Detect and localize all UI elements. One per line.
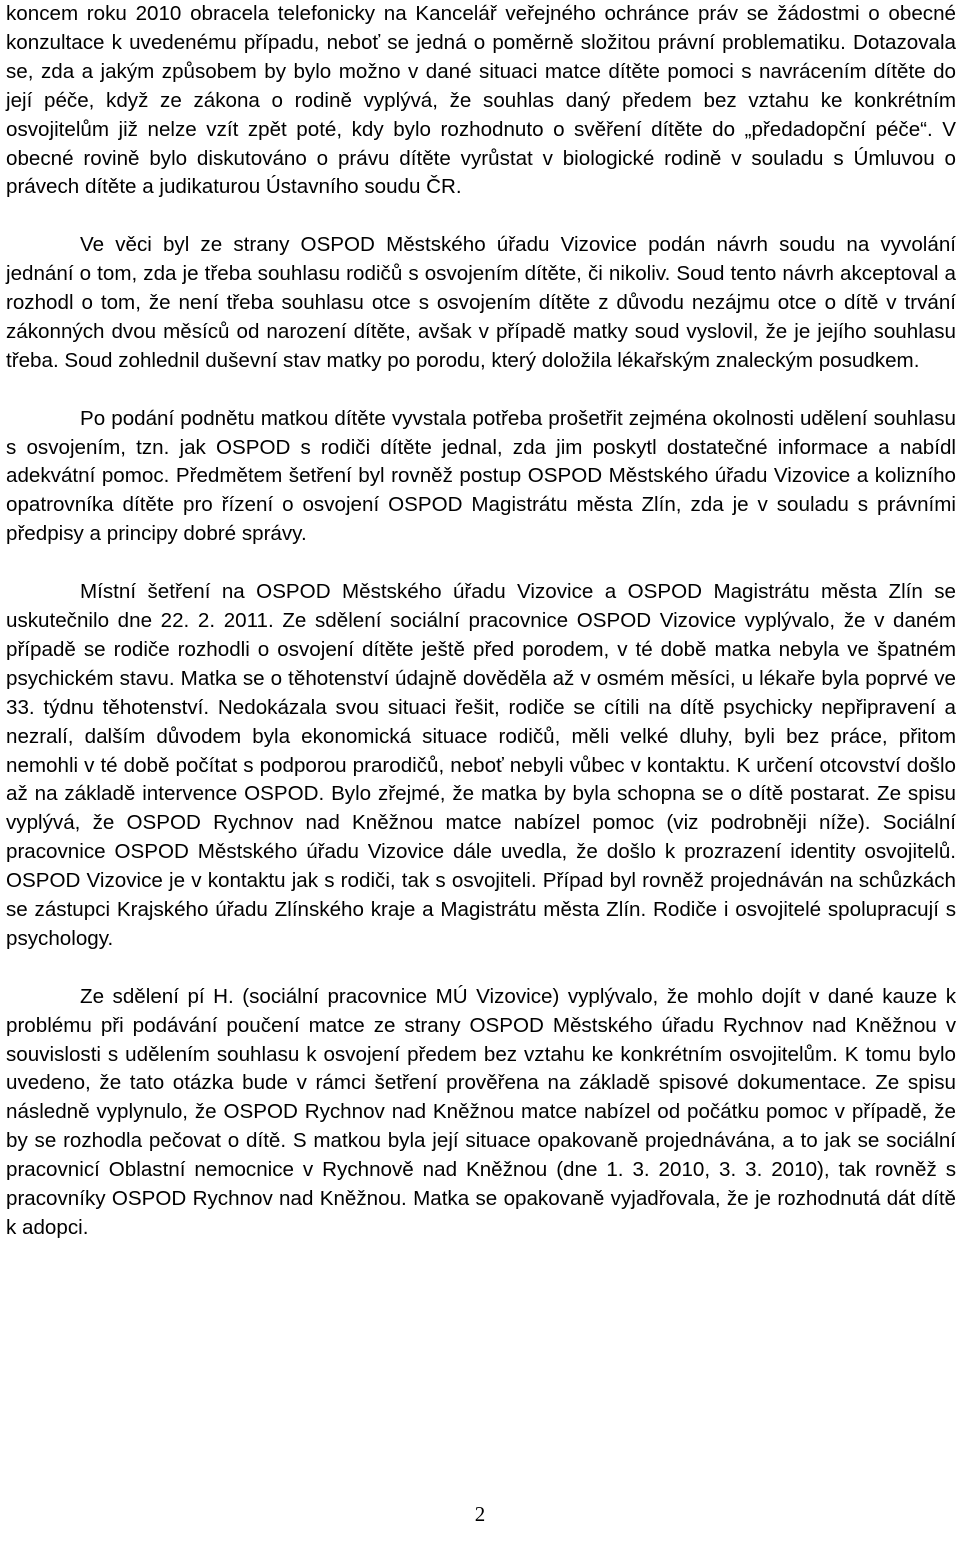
document-body: [6, 0, 956, 1272]
page-number: 2: [474, 1502, 486, 1526]
paragraph-5: Ze sdělení pí H. (sociální pracovnice MÚ Vizovice) vyplývalo, že mohlo dojít v dané kauze k problému při podávání poučení matce ze strany OSPOD Městského úřadu Rychnov nad Kněžnou v souvislosti s udělením souhlasu k osvojení předem bez vztahu ke konkrétním osvojitelům. K tomu bylo uvedeno, že tato otázka bude v rámci šetření prověřena na základě spisové dokumentace. Ze spisu následně vyplynulo, že OSPOD Rychnov nad Kněžnou matce nabízel od počátku pomoc v případě, že by se rozhodla pečovat o dítě. S matkou byla její situace opakovaně projednávána, a to jak se sociální pracovnicí Oblastní nemocnice v Rychnově nad Kněžnou (dne 1. 3. 2010, 3. 3. 2010), tak rovněž s pracovníky OSPOD Rychnov nad Kněžnou. Matka se opakovaně vyjadřovala, že je rozhodnutá dát dítě k adopci.: [6, 984, 956, 1239]
paragraph-1: koncem roku 2010 obracela telefonicky na Kancelář veřejného ochránce práv se žádostmi o obecné konzultace k uvedenému případu, neboť se jedná o poměrně složitou právní problematiku. Dotazovala se, zda a jakým způsobem by bylo možno v dané situaci matce dítěte pomoci s navrácením dítěte do její péče, když ze zákona o rodině vyplývá, že souhlas daný předem bez vztahu ke konkrétním osvojitelům již nelze vzít zpět poté, kdy bylo rozhodnuto o svěření dítěte do „předadopční péče“. V obecné rovině bylo diskutováno o právu dítěte vyrůstat v biologické rodině v souladu s Úmluvou o právech dítěte a judikaturou Ústavního soudu ČR.: [6, 2, 956, 199]
paragraph-3: Po podání podnětu matkou dítěte vyvstala potřeba prošetřit zejména okolnosti udělení souhlasu s osvojením, tzn. jak OSPOD s rodiči dítěte jednal, zda jim poskytl dostatečné informace a nabídl adekvátní pomoc. Předmětem šetření byl rovněž postup OSPOD Městského úřadu Vizovice a kolizního opatrovníka dítěte pro řízení o osvojení OSPOD Magistrátu města Zlín, zda je v souladu s právními předpisy a principy dobré správy.: [6, 406, 956, 546]
paragraph-4: Místní šetření na OSPOD Městského úřadu Vizovice a OSPOD Magistrátu města Zlín se uskutečnilo dne 22. 2. 2011. Ze sdělení sociální pracovnice OSPOD Vizovice vyplývalo, že v daném případě se rodiče rozhodli o osvojení dítěte ještě před porodem, v té době matka nebyla ve špatném psychickém stavu. Matka se o těhotenství údajně dověděla až v osmém měsíci, u lékaře byla poprvé ve 33. týdnu těhotenství. Nedokázala svou situaci řešit, rodiče se cítili na dítě psychicky nepřipravení a nezralí, dalším důvodem byla ekonomická situace rodičů, měli velké dluhy, byli bez práce, přitom nemohli v té době počítat s podporou prarodičů, neboť nebyli vůbec v kontaktu. K určení otcovství došlo až na základě intervence OSPOD. Bylo zřejmé, že matka by byla schopna se o dítě postarat. Ze spisu vyplývá, že OSPOD Rychnov nad Kněžnou matce nabízel pomoc (viz podrobněji níže). Sociální pracovnice OSPOD Městského úřadu Vizovice dále uvedla, že došlo k prozrazení identity osvojitelů. OSPOD Vizovice je v kontaktu jak s rodiči, tak s osvojiteli. Případ byl rovněž projednáván na schůzkách se zástupci Krajského úřadu Zlínského kraje a Magistrátu města Zlín. Rodiče i osvojitelé spolupracují s psychology.: [6, 580, 956, 950]
paragraph-2: Ve věci byl ze strany OSPOD Městského úřadu Vizovice podán návrh soudu na vyvolání jednání o tom, zda je třeba souhlasu rodičů s osvojením dítěte, či nikoliv. Soud tento návrh akceptoval a rozhodl o tom, že není třeba souhlasu otce s osvojením dítěte z důvodu nezájmu otce o dítě v trvání zákonných dvou měsíců od narození dítěte, avšak v případě matky soud vyslovil, že je jejího souhlasu třeba. Soud zohlednil duševní stav matky po porodu, který doložila lékařským znaleckým posudkem.: [6, 233, 956, 372]
